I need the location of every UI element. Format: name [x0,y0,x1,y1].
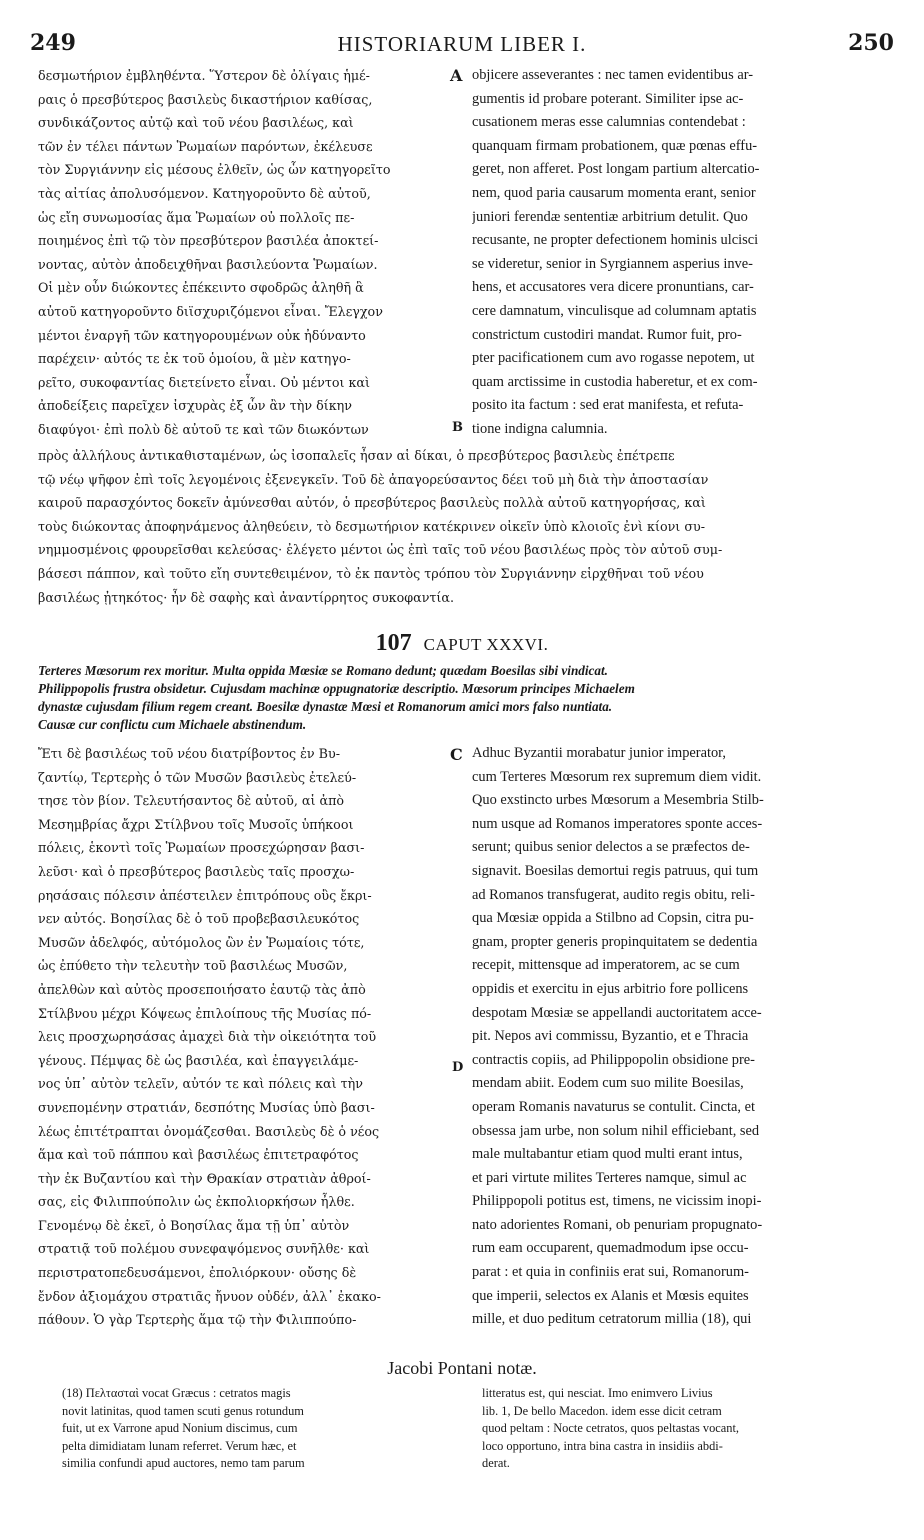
lower-latin-column [472,742,884,1342]
greek-text-line: τὴν ἐκ Βυζαντίου καὶ τὴν Θρακίαν στρατιὰν ἀθροί- [38,1170,371,1186]
greek-text-line: τῶν ἐν τέλει πάντων Ῥωμαίων παρόντων, ἐκέλευσε [38,138,373,154]
margin-marker-b: B [452,420,463,435]
greek-text-line: Μυσῶν ἀδελφός, αὐτόμολος ὢν ἐν Ῥωμαίοις τότε, [38,934,365,950]
latin-text-line: Adhuc Byzantii morabatur junior imperator, [472,745,726,761]
greek-text-line: μέντοι ἐναργῆ τῶν κατηγορουμένων οὐκ ἠδύναντο [38,327,366,343]
chapter-heading [0,630,924,657]
latin-text-line: contractis copiis, ad Philippopolin obsidione pre- [472,1051,755,1068]
page-number-left: 249 [30,30,76,56]
latin-text-line: pter pacificationem cum avo rogasse nepotem, ut [472,350,755,367]
note-line: derat. [482,1456,510,1470]
latin-text-line: num usque ad Romanos imperatores sponte acces- [472,815,763,832]
greek-text-line: τῷ νέῳ ψῆφον ἐπὶ τοῖς λεγομένοις ἐξενεγκεῖν. Τοῦ δὲ ἀπαγορεύσαντος δέει τοῦ μὴ διὰ τὴν ἀποστασίαν [38,471,709,487]
latin-text-line: tione indigna calumnia. [472,420,608,437]
latin-text-line: Philippopoli potitus est, timens, ne vicissim inopi- [472,1193,762,1210]
latin-text-line: quam arctissime in custodia haberetur, et ex com- [472,373,758,390]
full-width-greek [38,444,884,609]
greek-text-line: παρέχειν· αὐτός τε ἐκ τοῦ ὁμοίου, ἃ μὲν κατηγο- [38,351,351,367]
latin-text-line: rum eam occuparent, quemadmodum ipse occu- [472,1240,749,1257]
greek-text-line: καιροῦ παρασχόντος δοκεῖν ἀμύνεσθαι αὐτόν, ὁ πρεσβύτερος βασιλεὺς πολλὰ αὐτοῦ κατηγορήσας, καὶ [38,495,706,511]
latin-text-line: que imperii, selectos ex Alanis et Mœsis equites [472,1287,749,1304]
greek-text-line: ὡς εἴη συνωμοσίας ἅμα Ῥωμαίων οὐ πολλοῖς πε- [38,209,355,225]
greek-text-line: στρατιᾷ τοῦ πολέμου συνεφαψόμενος συνῆλθε· καὶ [38,1241,370,1257]
latin-text-line: gnam, propter generis propinquitatem se dedentia [472,933,758,950]
notes-right-column [482,1385,874,1485]
greek-text-line: συνδικάζοντος αὐτῷ καὶ τοῦ νέου βασιλέως, καὶ [38,115,354,131]
latin-text-line: objicere asseverantes : nec tamen evidentibus ar- [472,67,754,83]
note-line: quod peltam : Nocte cetratos, quos peltastas vocant, [482,1421,740,1435]
notes-left-column [62,1385,442,1485]
greek-text-line: νημμοσμένοις φρουρεῖσθαι κελεύσας· ἐλέγετο μέντοι ὡς ἐπὶ ταῖς τοῦ νέου βασιλέως πρὸς τὸν αὐτοῦ συμ- [38,542,723,558]
greek-text-line: λεις προσχωρησάσας ἀμαχεὶ διὰ τὴν οἰκειότητα τοῦ [38,1029,377,1045]
greek-text-line: τοὺς διώκοντας ἀποφηνάμενος ἀληθεύειν, τὸ δεσμωτήριον κατέκρινεν οἰκεῖν ὑπὸ κλοιοῖς ἐνὶ κίονι συ- [38,518,705,534]
greek-text-line: ἀπελθὼν καὶ αὐτὸς προσεποιήσατο ἑαυτῷ τὰς ἀπὸ [38,981,366,997]
margin-marker-a: A [450,66,463,85]
greek-text-line: αὐτοῦ κατηγοροῦντο διϊσχυριζόμενοι εἶναι. Ἔλεγχον [38,303,383,319]
greek-text-line: τὸν Συργιάννην εἰς μέσους ἐλθεῖν, ὡς ὧν κατηγορεῖτο [38,162,391,178]
note-line: loco opportuno, intra bina castra in insidiis abdi- [482,1438,723,1453]
latin-text-line: oppidis et exercitu in ejus arbitrio fore pollicens [472,980,749,997]
latin-text-line: recusante, ne propter defectionem hominis ulcisci [472,232,759,249]
greek-text-line: ἔνδον ἀξιομάχου στρατιᾶς ἤνυον οὐδέν, ἀλλ᾽ ἐκακο- [38,1288,381,1304]
page-number-right: 250 [848,30,894,56]
latin-text-line: qua Mœsiæ oppida a Stilbno ad Copsin, citra pu- [472,910,754,927]
greek-text-line: διαφύγοι· ἐπὶ πολὺ δὲ αὐτοῦ τε καὶ τῶν διωκόντων [38,421,369,437]
greek-text-line: ποιημένος ἐπὶ τῷ τὸν πρεσβύτερον βασιλέα ἀποκτεί- [38,233,379,249]
greek-text-line: σας, εἰς Φιλιππούπολιν ὡς ἐκπολιορκήσων ἦλθε. [38,1194,355,1210]
latin-text-line: male multabantur etiam quod multi erant intus, [472,1146,743,1163]
greek-text-line: Ἔτι δὲ βασιλέως τοῦ νέου διατρίβοντος ἐν Βυ- [38,746,341,761]
notes-divider [38,1377,884,1378]
greek-text-line: ἅμα καὶ τοῦ πάππου καὶ βασιλέως ἐπιτετραφότος [38,1147,359,1163]
greek-text-line: ζαντίῳ, Τερτερὴς ὁ τῶν Μυσῶν βασιλεὺς ἐτελεύ- [38,769,357,785]
note-line: similia confundi apud auctores, nemo tam parum [62,1456,305,1470]
latin-text-line: cusationem meras esse calumnias contendebat : [472,114,746,131]
latin-text-line: geret, non afferet. Post longam partium altercatio- [472,161,760,178]
summary-line: Philippopolis frustra obsidetur. Cujusdam machinæ oppugnatoriæ descriptio. Mœsorum principes Michaelem [38,681,635,696]
lower-greek-column [38,742,442,1342]
note-line: fuit, ut ex Varrone apud Nonium discimus, cum [62,1421,298,1435]
note-line: lib. 1, De bello Macedon. idem esse dicit cetram [482,1403,722,1418]
greek-text-line: πόλεις, ἑκοντὶ τοῖς Ῥωμαίων προσεχώρησαν βασι- [38,840,365,856]
top-latin-column [472,64,884,444]
latin-text-line: gumentis id probare poterant. Similiter ipse ac- [472,90,744,107]
greek-text-line: συνεπομένην στρατιάν, δεσπότης Μυσίας ὑπὸ βασι- [38,1099,375,1115]
greek-text-line: δεσμωτήριον ἐμβληθέντα. Ὕστερον δὲ ὀλίγαις ἡμέ- [38,68,370,83]
latin-text-line: serunt; quibus senior delectos a se præfectos de- [472,839,750,856]
greek-text-line: ραις ὁ πρεσβύτερος βασιλεὺς δικαστήριον καθίσας, [38,91,373,107]
notes-heading: Jacobi Pontani notæ. [387,1358,537,1378]
greek-text-line: νοντας, αὐτὸν ἀποδειχθῆναι βασιλεύοντα Ῥωμαίων. [38,256,378,272]
greek-text-line: ρησάσαις πόλεσιν ἀπέστειλεν ἐπιτρόπους οὓς ἔκρι- [38,887,372,903]
page-header [30,30,894,62]
greek-text-line: νος ὑπ᾽ αὐτὸν τελεῖν, αὐτόν τε καὶ πόλεις καὶ τὴν [38,1076,363,1092]
greek-text-line: πάθουν. Ὁ γὰρ Τερτερὴς ἅμα τῷ τὴν Φιλιππούπο- [38,1312,357,1328]
greek-text-line: τὰς αἰτίας ἀπολυσόμενον. Κατηγοροῦντο δὲ αὐτοῦ, [38,185,371,201]
greek-text-line: Μεσημβρίας ἄχρι Στίλβνου τοῖς Μυσοῖς ὑπήκοοι [38,816,354,832]
summary-line: dynastæ cujusdam filium regem creant. Boesilæ dynastæ Mœsi et Romanorum amici mors falso nuntiata. [38,699,613,714]
chapter-summary [38,662,884,734]
greek-text-line: λεῦσι· καὶ ὁ πρεσβύτερος βασιλεὺς ταῖς προσχω- [38,863,355,879]
note-line: pelta dimidiatam lunam referret. Verum hæc, et [62,1438,297,1453]
latin-text-line: hens, et accusatores vera dicere pronuntians, car- [472,279,754,296]
greek-text-line: Οἱ μὲν οὖν διώκοντες ἐπέκειντο σφοδρῶς ἀληθῆ ἃ [38,280,364,296]
margin-marker-d: D [452,1060,464,1075]
latin-text-line: juniori ferendæ sententiæ arbitrium detulit. Quo [472,208,748,225]
latin-text-line: nem, quod paria causarum momenta erant, senior [472,184,756,201]
latin-text-line: parat : et quia in confiniis erat sui, Romanorum- [472,1264,749,1281]
latin-text-line: pit. Nepos avi commissu, Byzantio, et e Thracia [472,1028,749,1045]
latin-text-line: et pari virtute milites Terteres namque, simul ac [472,1169,747,1186]
greek-text-line: βασιλέως ᾐτηκότος· ἦν δὲ σαφὴς καὶ ἀναντίρρητος συκοφαντία. [38,589,455,605]
latin-text-line: se videretur, senior in Syrgiannem asperius inve- [472,255,753,272]
greek-text-line: γένους. Πέμψας δὲ ὡς βασιλέα, καὶ ἐπαγγειλάμε- [38,1052,359,1068]
summary-line: Causæ cur conflictu cum Michaele abstinendum. [38,717,307,732]
greek-text-line: λέως ἐπιτέτραπται ὀνομάζεσθαι. Βασιλεὺς δὲ ὁ νέος [38,1123,380,1139]
greek-text-line: ἀποδείξεις παρεῖχεν ἰσχυρὰς ἐξ ὧν ἂν τὴν δίκην [38,398,352,414]
latin-text-line: nato adorientes Romani, ob penuriam propugnato- [472,1216,763,1233]
latin-text-line: recepit, mittensque ad imperatorem, ac se cum [472,957,740,974]
latin-text-line: mille, et duo peditum cetratorum millia (18), qui [472,1311,752,1328]
chapter-number: 107 [375,630,412,656]
note-line: (18) Πελτασταὶ vocat Græcus : cetratos magis [62,1386,291,1400]
latin-text-line: obsessa jam urbe, non solum nihil efficiebant, sed [472,1122,760,1139]
latin-text-line: despotam Mœsiæ se appellandi auctoritatem acce- [472,1004,762,1021]
summary-line: Terteres Mœsorum rex moritur. Multa oppida Mœsiæ se Romano dedunt; quædam Boesilas sibi vindicat. [38,663,608,678]
greek-text-line: ρεῖτο, συκοφαντίας διετείνετο εἶναι. Οὐ μέντοι καὶ [38,374,370,390]
margin-marker-c: C [450,745,463,764]
latin-text-line: quanquam firmam probationem, quæ pœnas effu- [472,137,758,154]
latin-text-line: Quo exstincto urbes Mœsorum a Mesembria Stilb- [472,792,764,809]
latin-text-line: signavit. Boesilas demortui regis patruus, qui tum [472,862,759,879]
latin-text-line: posito ita factum : sed erat manifesta, et refuta- [472,397,744,414]
greek-text-line: ὡς ἐπύθετο τὴν τελευτὴν τοῦ βασιλέως Μυσῶν, [38,958,348,974]
greek-text-line: πρὸς ἀλλήλους ἀντικαθισταμένων, ὡς ἰσοπαλεῖς ἦσαν αἱ δίκαι, ὁ πρεσβύτερος βασιλεὺς ἐπέτρεπε [38,448,675,463]
latin-text-line: constrictum custodiri mandat. Rumor fuit, pro- [472,326,742,343]
latin-text-line: operam Romanis navaturus se contulit. Cincta, et [472,1098,755,1115]
note-line: novit latinitas, quod tamen scuti genus rotundum [62,1403,304,1418]
chapter-title: CAPUT XXXVI. [423,635,549,654]
note-line: litteratus est, qui nesciat. Imo enimvero Livius [482,1386,713,1400]
latin-text-line: cum Terteres Mœsorum rex supremum diem vidit. [472,768,762,785]
greek-text-line: νεν αὐτός. Βοησίλας δὲ ὁ τοῦ προβεβασιλευκότος [38,911,360,927]
running-title: HISTORIARUM LIBER I. [337,32,587,56]
greek-text-line: βάσεσι πάππον, καὶ τοῦτο εἴη συντεθειμένον, τὸ ἐκ παντὸς τρόπου τὸν Συργιάννην εἱρχθῆναι τοῦ νέου [38,565,704,581]
latin-text-line: ad Romanos transfugerat, audito regis obitu, reli- [472,886,755,903]
latin-text-line: mendam abiit. Eodem cum suo milite Boesilas, [472,1075,744,1092]
greek-text-line: τησε τὸν βίον. Τελευτήσαντος δὲ αὐτοῦ, αἱ ἀπὸ [38,793,345,809]
latin-text-line: cere damnatum, vinculisque ad columnam aptatis [472,302,757,319]
greek-text-line: Στίλβνου μέχρι Κόψεως ἐπιλοίπους τῆς Μυσίας πό- [38,1005,372,1021]
greek-text-line: Γενομένῳ δὲ ἐκεῖ, ὁ Βοησίλας ἅμα τῇ ὑπ᾽ αὐτὸν [38,1217,350,1233]
greek-text-line: περιστρατοπεδευσάμενοι, ἐπολιόρκουν· οὔσης δὲ [38,1265,357,1281]
top-greek-column [38,64,442,444]
